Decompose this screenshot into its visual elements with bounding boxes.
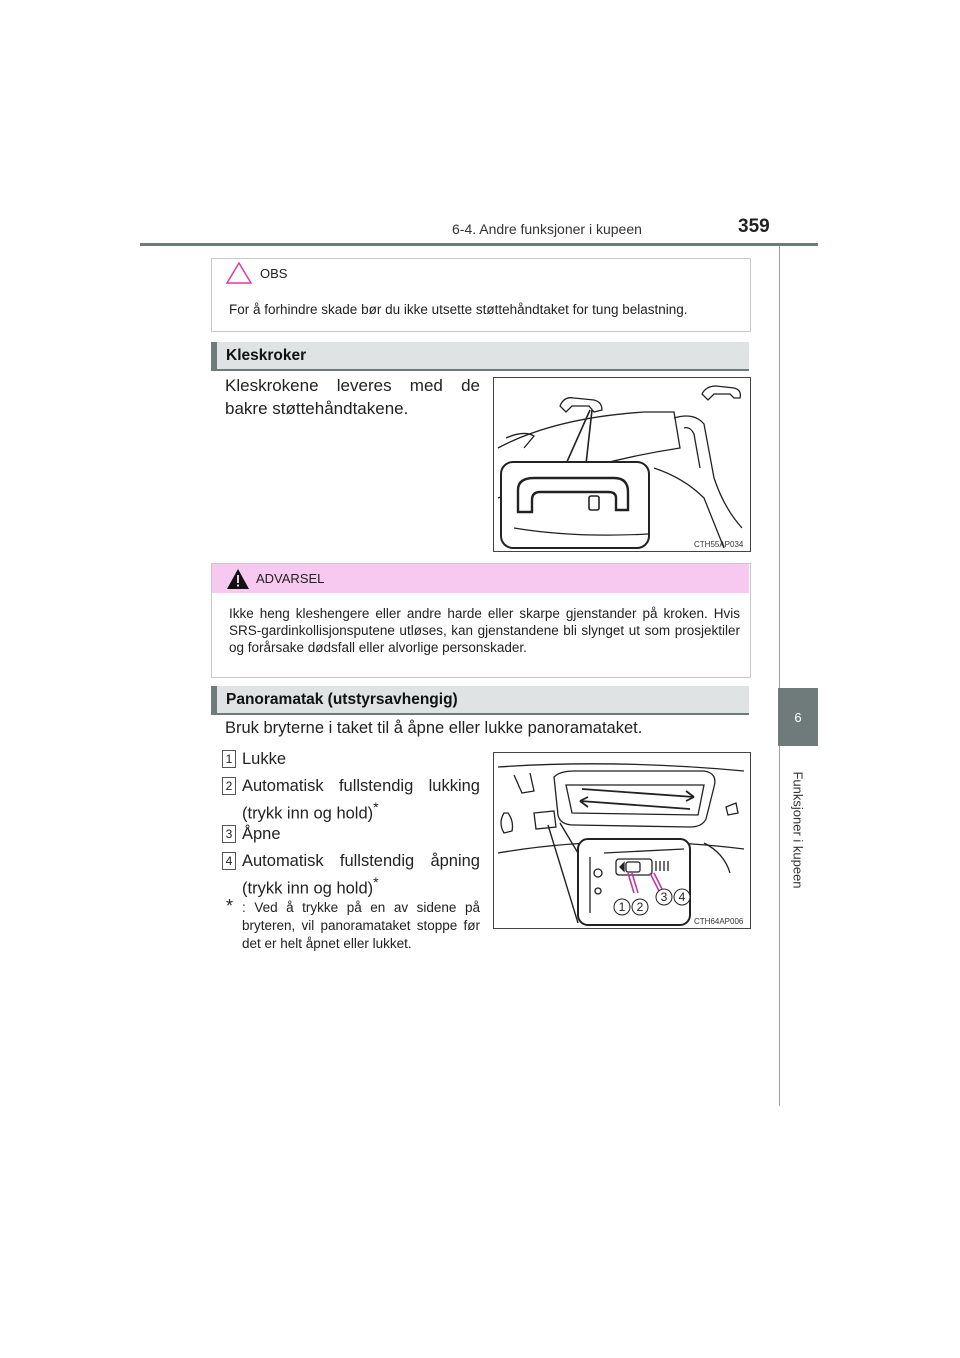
kleskroker-text: Kleskrokene leveres med de bakre støttehåndtakene. (225, 376, 480, 418)
section-title: Kleskroker (226, 346, 307, 364)
callout-1: 1 (618, 900, 626, 914)
footnote: * : Ved å trykke på en av sidene på bryteren, vil panoramataket stoppe før det er helt åpnet eller lukket. (226, 896, 480, 951)
obs-header (226, 258, 287, 288)
list-item: 1 Lukke (222, 749, 480, 770)
advarsel-header (212, 564, 749, 593)
chapter-title-vertical: Funksjoner i kupeen (790, 771, 806, 889)
list-item: 4 Automatisk fullstendig åpning (trykk inn og hold)* (222, 851, 480, 900)
item-number: 1 (222, 750, 236, 768)
section-title: Panoramatak (utstyrsavhengig) (226, 690, 458, 708)
list-item: 2 Automatisk fullstendig lukking (trykk inn og hold)* (222, 776, 480, 825)
item-number: 4 (222, 852, 236, 870)
coat-hook-illustration (493, 377, 751, 552)
obs-text: For å forhindre skade bør du ikke utsette støttehåndtaket for tung belastning. (229, 302, 688, 317)
figure-code: CTH64AP006 (694, 917, 744, 926)
header-rule (140, 243, 818, 246)
callout-3: 3 (660, 890, 668, 904)
callout-4: 4 (678, 890, 686, 904)
page-number: 359 (738, 216, 770, 237)
obs-box (211, 258, 751, 332)
panoramatak-intro: Bruk bryterne i taket til å åpne eller lukke panoramataket. (225, 719, 643, 737)
advarsel-label: ADVARSEL (256, 571, 325, 586)
caution-triangle-icon (226, 262, 252, 284)
obs-label: OBS (260, 265, 288, 281)
side-tab-line (779, 246, 780, 1106)
list-item: 3 Åpne (222, 824, 480, 845)
item-number: 3 (222, 825, 236, 843)
warning-triangle-icon (226, 568, 250, 590)
advarsel-text: Ikke heng kleshengere eller andre harde eller skarpe gjenstander på kroken. Hvis SRS-gardinkollisjonsputene utløses, kan gjenstandene bli slynget ut som prosjektiler og forårsake dødsfall eller alvorlige personskader. (229, 606, 740, 655)
panorama-roof-illustration (493, 752, 751, 929)
section-header: 6-4. Andre funksjoner i kupeen (452, 221, 642, 237)
callout-2: 2 (636, 900, 644, 914)
section-panoramatak (211, 686, 749, 715)
item-number: 2 (222, 777, 236, 795)
chapter-tab[interactable]: 6 (778, 688, 818, 746)
figure-code: CTH55AP034 (694, 540, 744, 549)
section-kleskroker (211, 342, 749, 371)
